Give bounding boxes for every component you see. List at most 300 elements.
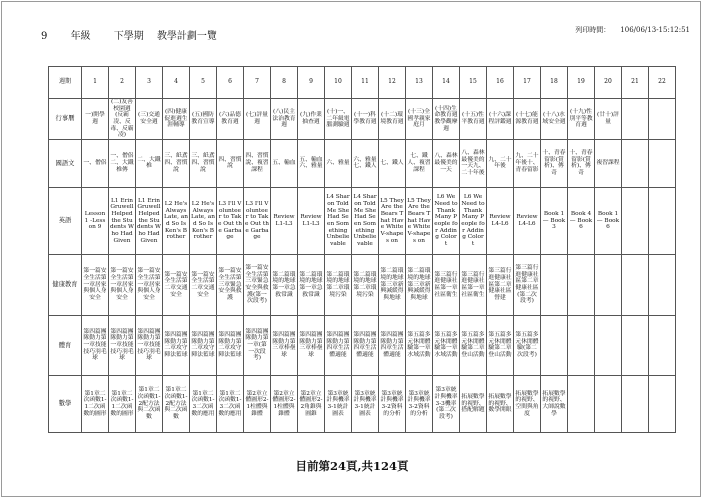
cell-text: Book 4 — Book 6 — [569, 210, 593, 231]
plan-cell — [514, 99, 541, 140]
plan-cell — [82, 375, 109, 432]
plan-cell — [190, 315, 217, 375]
plan-cell — [487, 254, 514, 315]
cell-text: (十七)能源教育週 — [515, 112, 539, 125]
plan-cell — [244, 254, 271, 315]
cell-text: L3 I'll Volunteer to Take Out the Garbage — [218, 200, 242, 241]
print-time-label: 列印時間： — [575, 26, 611, 34]
cell-text: 第3章統計與機率3-3機率(第二次段考) — [434, 387, 458, 420]
plan-cell — [406, 315, 433, 375]
plan-cell — [271, 139, 298, 187]
plan-cell — [460, 254, 487, 315]
cell-text: 第3章統計與機率3-1統計圖表 — [353, 390, 377, 417]
cell-text: 七、鐵人、複習課程 — [407, 153, 431, 173]
cell-text: (十六)課程評鑑週 — [488, 112, 512, 125]
cell-text: 第四篇團隊動力第一章技能技巧羽毛球 — [83, 328, 107, 362]
cell-text: 第四篇團隊動力第二章攻守陣法籃球 — [218, 332, 242, 359]
cell-text: 18 — [550, 78, 558, 86]
cell-text: 九、二十年後十、青春留影 — [515, 153, 539, 173]
plan-cell — [217, 254, 244, 315]
week-number-cell — [244, 67, 271, 99]
plan-cell — [352, 187, 379, 254]
cell-text: L6 We Need to Thank Many People for Adding Color t — [434, 194, 458, 247]
week-number-cell — [82, 67, 109, 99]
cell-text: 複習課程 — [596, 160, 620, 167]
print-timestamp — [575, 25, 690, 35]
plan-cell — [109, 99, 136, 140]
plan-cell — [487, 99, 514, 140]
plan-cell — [352, 315, 379, 375]
plan-cell — [271, 99, 298, 140]
cell-text: (十二)環境教育週 — [380, 112, 404, 125]
cell-text: 三、紙鳶四、習慣說 — [164, 153, 188, 173]
plan-cell — [217, 139, 244, 187]
plan-cell — [487, 187, 514, 254]
plan-cell — [460, 187, 487, 254]
plan-cell — [163, 139, 190, 187]
plan-cell — [622, 315, 649, 375]
plan-cell — [325, 375, 352, 432]
cell-text: 19 — [577, 78, 585, 86]
cell-text: (三)交通安全週 — [138, 112, 160, 125]
cell-text: Book 1 — Book 6 — [596, 210, 620, 231]
cell-text: 第四篇團隊動力第二章攻守陣法籃球 — [164, 332, 188, 359]
plan-cell — [271, 375, 298, 432]
plan-cell — [595, 315, 622, 375]
cell-text: 九、二十年後 — [488, 156, 512, 170]
cell-text: (七)評量週 — [246, 112, 268, 125]
cell-text: 八、森林最優美的一天九、二十年後 — [461, 150, 485, 177]
plan-cell — [622, 139, 649, 187]
cell-text: 第1章二次函數1-1二次函數的圖形 — [110, 390, 134, 417]
cell-text: L4 Sharon Told Me She Had Seen Something Unbelievable — [353, 194, 377, 247]
cell-text: (八)民主法治教育週 — [272, 108, 296, 129]
row-english — [49, 187, 676, 254]
week-number-cell — [352, 67, 379, 99]
plan-cell — [352, 254, 379, 315]
plan-cell — [190, 254, 217, 315]
plan-cell — [649, 99, 676, 140]
cell-text: 拓展數學的視野、搭配解題 — [461, 393, 485, 414]
cell-text: 拓展數學的視野、數學開眼 — [488, 393, 512, 414]
cell-text: 3 — [147, 78, 151, 86]
week-number-cell — [325, 67, 352, 99]
cell-text: 第1章二次函數1-3二次函數的應用 — [218, 390, 242, 417]
plan-cell — [379, 187, 406, 254]
plan-cell — [595, 254, 622, 315]
plan-cell — [109, 139, 136, 187]
plan-cell — [352, 139, 379, 187]
cell-text: 第三篇行進健康社區第二章健康社區(第二次段考) — [515, 264, 539, 305]
plan-cell — [649, 187, 676, 254]
cell-text: Lesson 1 -Lesson 9 — [84, 210, 106, 231]
cell-text: L5 They Are the Bears That Have White V-shapes on — [407, 197, 431, 244]
row-mandarin — [49, 139, 676, 187]
week-number-cell — [163, 67, 190, 99]
week-number-cell — [514, 67, 541, 99]
row-header-math: 數學 — [49, 375, 82, 432]
plan-cell — [82, 315, 109, 375]
plan-cell — [109, 187, 136, 254]
row-pe — [49, 315, 676, 375]
week-number-cell — [649, 67, 676, 99]
cell-text: 14 — [442, 78, 450, 86]
plan-cell — [82, 187, 109, 254]
row-event — [49, 99, 676, 140]
plan-cell — [541, 187, 568, 254]
cell-text: Review L1-L3 — [273, 214, 295, 227]
cell-text: 六、雅量 — [326, 160, 350, 167]
week-number-cell — [136, 67, 163, 99]
cell-text: (十八)水域安全週 — [542, 112, 566, 125]
cell-text: 17 — [523, 78, 531, 86]
cell-text: 第3章統計與機率3-2資料的分析 — [380, 390, 404, 417]
cell-text: Review L4-L6 — [489, 214, 511, 227]
plan-cell — [82, 99, 109, 140]
cell-text: 第一篇安全生活第一章居家與個人身安全 — [83, 268, 107, 301]
plan-cell — [433, 315, 460, 375]
plan-cell — [433, 375, 460, 432]
plan-cell — [136, 187, 163, 254]
plan-cell — [433, 99, 460, 140]
plan-cell — [163, 375, 190, 432]
plan-cell — [163, 99, 190, 140]
plan-cell — [244, 187, 271, 254]
plan-cell — [487, 375, 514, 432]
cell-text: (六)品德教育週 — [219, 112, 241, 125]
plan-cell — [244, 315, 271, 375]
plan-cell — [568, 254, 595, 315]
week-number-cell — [622, 67, 649, 99]
plan-cell — [622, 254, 649, 315]
cell-text: (五)國防教育宣導 — [191, 112, 215, 125]
plan-cell — [649, 375, 676, 432]
teaching-plan-table — [48, 66, 676, 433]
plan-cell — [379, 254, 406, 315]
cell-text: 第三篇行進健康社區第一章社區衛生 — [434, 271, 458, 298]
semester-label: 下學期 — [113, 31, 144, 42]
plan-cell — [595, 375, 622, 432]
plan-cell — [190, 139, 217, 187]
week-number-cell — [190, 67, 217, 99]
cell-text: L2 He's Always Late, and So Is Ken's Brother — [191, 200, 215, 241]
plan-cell — [352, 99, 379, 140]
row-header-event: 行事曆 — [49, 99, 82, 140]
plan-cell — [136, 99, 163, 140]
report-header — [41, 27, 217, 42]
cell-text: 八、森林最優美的一天 — [434, 153, 458, 173]
cell-text: 第四篇團隊動力第一章技能技巧羽毛球 — [137, 328, 161, 362]
plan-cell — [298, 254, 325, 315]
plan-cell — [433, 254, 460, 315]
cell-text: L3 I'll Volunteer to Take Out the Garbage — [245, 200, 269, 241]
plan-cell — [568, 315, 595, 375]
cell-text: 第五篇多元休閒體驗第一章水域活動 — [407, 332, 431, 359]
plan-cell — [541, 254, 568, 315]
plan-cell — [82, 254, 109, 315]
row-header-mandarin: 國語文 — [49, 139, 82, 187]
cell-text: 第四篇團隊動力第四章生活體適能 — [326, 332, 350, 359]
plan-cell — [460, 375, 487, 432]
cell-text: 12 — [388, 78, 396, 86]
cell-text: 第一篇安全生活第一章居家與個人身安全 — [110, 268, 134, 301]
plan-cell — [622, 187, 649, 254]
cell-text: 第3章統計與機率3-1統計圖表 — [326, 390, 350, 417]
cell-text: 21 — [631, 78, 639, 86]
plan-cell — [244, 375, 271, 432]
plan-cell — [352, 375, 379, 432]
cell-text: (廿十)評量 — [597, 112, 619, 125]
cell-text: 第1章二次函數1-1二次函數的圖形 — [83, 390, 107, 417]
plan-cell — [271, 315, 298, 375]
cell-text: 十、青春留影(賞析)、傳奇 — [569, 150, 593, 177]
week-number-cell — [568, 67, 595, 99]
cell-text: 五、輸血六、雅量 — [299, 156, 323, 170]
week-number-cell — [406, 67, 433, 99]
cell-text: L6 We Need to Thank Many People for Adding Color t — [461, 194, 485, 247]
plan-cell — [109, 375, 136, 432]
grade-number: 9 — [41, 31, 48, 42]
cell-text: L1 Erin Gruwell Helped the Students Who Had Given — [110, 197, 134, 244]
cell-text: 第一篇安全生活第三章緊急安全與救護(第一次段考) — [245, 264, 269, 305]
cell-text: 8 — [282, 78, 286, 86]
plan-cell — [514, 375, 541, 432]
cell-text: (九)作業抽查週 — [300, 112, 322, 125]
cell-text: 20 — [604, 78, 612, 86]
plan-cell — [217, 187, 244, 254]
cell-text: (十五)性平教育週 — [461, 112, 485, 125]
cell-text: 第三篇行進健康社區第二章健康社區營建 — [488, 268, 512, 301]
week-number-cell — [460, 67, 487, 99]
cell-text: 十、青春留影(賞析)、傳奇 — [542, 150, 566, 177]
plan-cell — [406, 99, 433, 140]
week-number-cell — [109, 67, 136, 99]
cell-text: (十)一、二年級電腦測驗週 — [326, 108, 350, 129]
cell-text: 第二篇環境的地球第一章急救常識 — [299, 271, 323, 298]
cell-text: 一、僧侶二、大鐵椎傳 — [110, 153, 134, 173]
cell-text: 六、雅量七、鐵人 — [353, 156, 377, 170]
cell-text: (十三)全國孝親家庭月 — [407, 108, 431, 129]
plan-cell — [82, 139, 109, 187]
cell-text: 第2章立體圖形2-1柱體與錐體 — [272, 390, 296, 417]
plan-cell — [541, 315, 568, 375]
cell-text: 1 — [93, 78, 97, 86]
plan-cell — [541, 375, 568, 432]
plan-cell — [460, 99, 487, 140]
cell-text: 第五篇多元休閒體驗第二章登山活動 — [488, 332, 512, 359]
plan-cell — [109, 315, 136, 375]
plan-cell — [514, 254, 541, 315]
plan-cell — [649, 315, 676, 375]
cell-text: 第四篇團隊動力第一章技能技巧羽毛球 — [110, 328, 134, 362]
cell-text: 第五篇多元休閒體驗第二章登山活動 — [461, 332, 485, 359]
plan-cell — [217, 375, 244, 432]
plan-cell — [514, 187, 541, 254]
cell-text: 第四篇團隊動力第二章攻守陣法籃球 — [191, 332, 215, 359]
cell-text: 9 — [309, 78, 313, 86]
week-number-cell — [298, 67, 325, 99]
week-number-cell — [541, 67, 568, 99]
plan-cell — [379, 139, 406, 187]
cell-text: 一)開學週 — [85, 112, 105, 125]
plan-cell — [136, 375, 163, 432]
cell-text: 第四篇團隊動力第三章棒壘球 — [299, 332, 323, 359]
week-number-cell — [433, 67, 460, 99]
cell-text: L4 Sharon Told Me She Had Seen Something Unbelievable — [326, 194, 350, 247]
plan-cell — [487, 139, 514, 187]
plan-cell — [460, 315, 487, 375]
cell-text: Book 1 — Book 3 — [542, 210, 566, 231]
cell-text: (十四)生命教育週教學觀摩週 — [434, 105, 458, 132]
cell-text: 7 — [255, 78, 259, 86]
week-number-cell — [487, 67, 514, 99]
plan-cell — [298, 139, 325, 187]
row-header-english: 英語 — [49, 187, 82, 254]
cell-text: 10 — [334, 78, 342, 86]
cell-text: 拓展數學的視野、大師說數學 — [542, 390, 566, 417]
plan-cell — [622, 99, 649, 140]
plan-cell — [433, 139, 460, 187]
week-number-cell — [271, 67, 298, 99]
row-header-week: 週期 — [49, 67, 82, 99]
plan-cell — [190, 99, 217, 140]
plan-cell — [217, 99, 244, 140]
cell-text: 三、紙鳶四、習慣說 — [191, 153, 215, 173]
cell-text: 第四篇團隊動力第一章(第一次段考) — [245, 328, 269, 362]
cell-text: 第1章二次函數1-2配方法與二次函數 — [137, 387, 161, 420]
cell-text: 第1章二次函數1-3二次函數的應用 — [191, 390, 215, 417]
cell-text: 第3章統計與機率3-2資料的分析 — [407, 390, 431, 417]
cell-text: 第四篇團隊動力第四章生活體適能 — [353, 332, 377, 359]
cell-text: 第二篇環境的地球第二章環境污染 — [326, 271, 350, 298]
cell-text: (二)友善校園週(反霸凌、反毒、反霸凌) — [110, 99, 134, 139]
cell-text: 5 — [201, 78, 205, 86]
cell-text: (十一)科學教育週 — [353, 112, 377, 125]
week-number-cell — [217, 67, 244, 99]
plan-cell — [406, 254, 433, 315]
cell-text: 第二篇環境的地球第三章新興減緩得與地球 — [407, 268, 431, 301]
cell-text: 第二篇環境的地球第二章環境污染 — [353, 271, 377, 298]
cell-text: 第二篇環境的地球第一章急救常識 — [272, 271, 296, 298]
plan-cell — [622, 375, 649, 432]
cell-text: 四、習慣說 — [218, 156, 242, 170]
cell-text: 4 — [174, 78, 178, 86]
cell-text: 第一篇安全生活第一章居家與個人身安全 — [137, 268, 161, 301]
cell-text: 13 — [415, 78, 423, 86]
plan-cell — [568, 139, 595, 187]
cell-text: 第一篇安全生活第三章緊急安全與救護 — [218, 268, 242, 301]
plan-cell — [595, 139, 622, 187]
cell-text: Review L1-L3 — [300, 214, 322, 227]
cell-text: 第一篇安全生活第二章交通安全 — [164, 271, 188, 298]
cell-text: 第2章立體圖形2-1柱體與錐體 — [245, 390, 269, 417]
cell-text: 11 — [361, 78, 369, 86]
cell-text: 15 — [469, 78, 477, 86]
cell-text: 第四篇團隊動力第三章棒壘球 — [272, 332, 296, 359]
plan-cell — [649, 139, 676, 187]
row-header-health: 健康教育 — [49, 254, 82, 315]
plan-cell — [541, 99, 568, 140]
plan-cell — [190, 375, 217, 432]
plan-cell — [487, 315, 514, 375]
cell-text: 第三篇行進健康社區第一章社區衛生 — [461, 271, 485, 298]
plan-cell — [514, 139, 541, 187]
cell-text: 二、大鐵椎 — [137, 156, 161, 170]
page-indicator: 目前第24頁,共124頁 — [295, 459, 409, 473]
row-math — [49, 375, 676, 432]
plan-cell — [406, 139, 433, 187]
cell-text: 22 — [658, 78, 666, 86]
plan-cell — [298, 99, 325, 140]
plan-cell — [406, 187, 433, 254]
page-title: 教學計劃一覽 — [156, 31, 217, 42]
plan-cell — [514, 315, 541, 375]
print-time-value: 106/06/13-15:12:51 — [620, 26, 690, 34]
plan-cell — [325, 139, 352, 187]
cell-text: 第2章立體圖形2-2角錐與圓錐 — [299, 390, 323, 417]
plan-cell — [568, 99, 595, 140]
plan-cell — [325, 315, 352, 375]
plan-cell — [298, 187, 325, 254]
cell-text: 第五篇多元休閒體驗第一章水域活動 — [434, 332, 458, 359]
cell-text: 第一篇安全生活第二章交通安全 — [191, 271, 215, 298]
plan-cell — [379, 99, 406, 140]
plan-cell — [136, 315, 163, 375]
cell-text: 拓展數學的視野、空間與角度 — [515, 390, 539, 417]
grade-label: 年級 — [70, 31, 91, 42]
plan-cell — [244, 139, 271, 187]
cell-text: 一、僧侶 — [83, 160, 107, 167]
plan-cell — [379, 375, 406, 432]
plan-cell — [217, 315, 244, 375]
plan-cell — [406, 375, 433, 432]
row-header-pe: 體育 — [49, 315, 82, 375]
plan-cell — [163, 187, 190, 254]
cell-text: 第四篇團隊動力第四章生活體適能 — [380, 332, 404, 359]
row-week — [49, 67, 676, 99]
plan-cell — [541, 139, 568, 187]
plan-cell — [298, 375, 325, 432]
cell-text: 16 — [496, 78, 504, 86]
plan-cell — [379, 315, 406, 375]
plan-cell — [298, 315, 325, 375]
plan-cell — [136, 139, 163, 187]
cell-text: 五、輸血 — [272, 160, 296, 167]
cell-text: (四)健康促進週生涯輔導 — [164, 108, 188, 129]
plan-cell — [271, 187, 298, 254]
plan-cell — [325, 187, 352, 254]
plan-cell — [325, 99, 352, 140]
cell-text: (十九)性別平等教育週 — [569, 108, 593, 129]
plan-cell — [568, 187, 595, 254]
plan-cell — [190, 187, 217, 254]
plan-cell — [649, 254, 676, 315]
plan-cell — [163, 315, 190, 375]
plan-cell — [244, 99, 271, 140]
plan-cell — [595, 99, 622, 140]
cell-text: L1 Erin Gruwell Helped the Students Who Had Given — [137, 197, 161, 244]
cell-text: 第二篇環境的地球第三章新興減緩得與地球 — [380, 268, 404, 301]
cell-text: 6 — [228, 78, 232, 86]
cell-text: 2 — [120, 78, 124, 86]
cell-text: L5 They Are the Bears That Have White V-shapes on — [380, 197, 404, 244]
plan-cell — [460, 139, 487, 187]
plan-cell — [595, 187, 622, 254]
cell-text: 第1章二次函數1-2配方法與二次函數 — [164, 387, 188, 420]
plan-cell — [163, 254, 190, 315]
cell-text: 第五篇多元休閒體驗(第二次段考) — [515, 332, 539, 359]
cell-text: L2 He's Always Late, and So Is Ken's Brother — [164, 200, 188, 241]
